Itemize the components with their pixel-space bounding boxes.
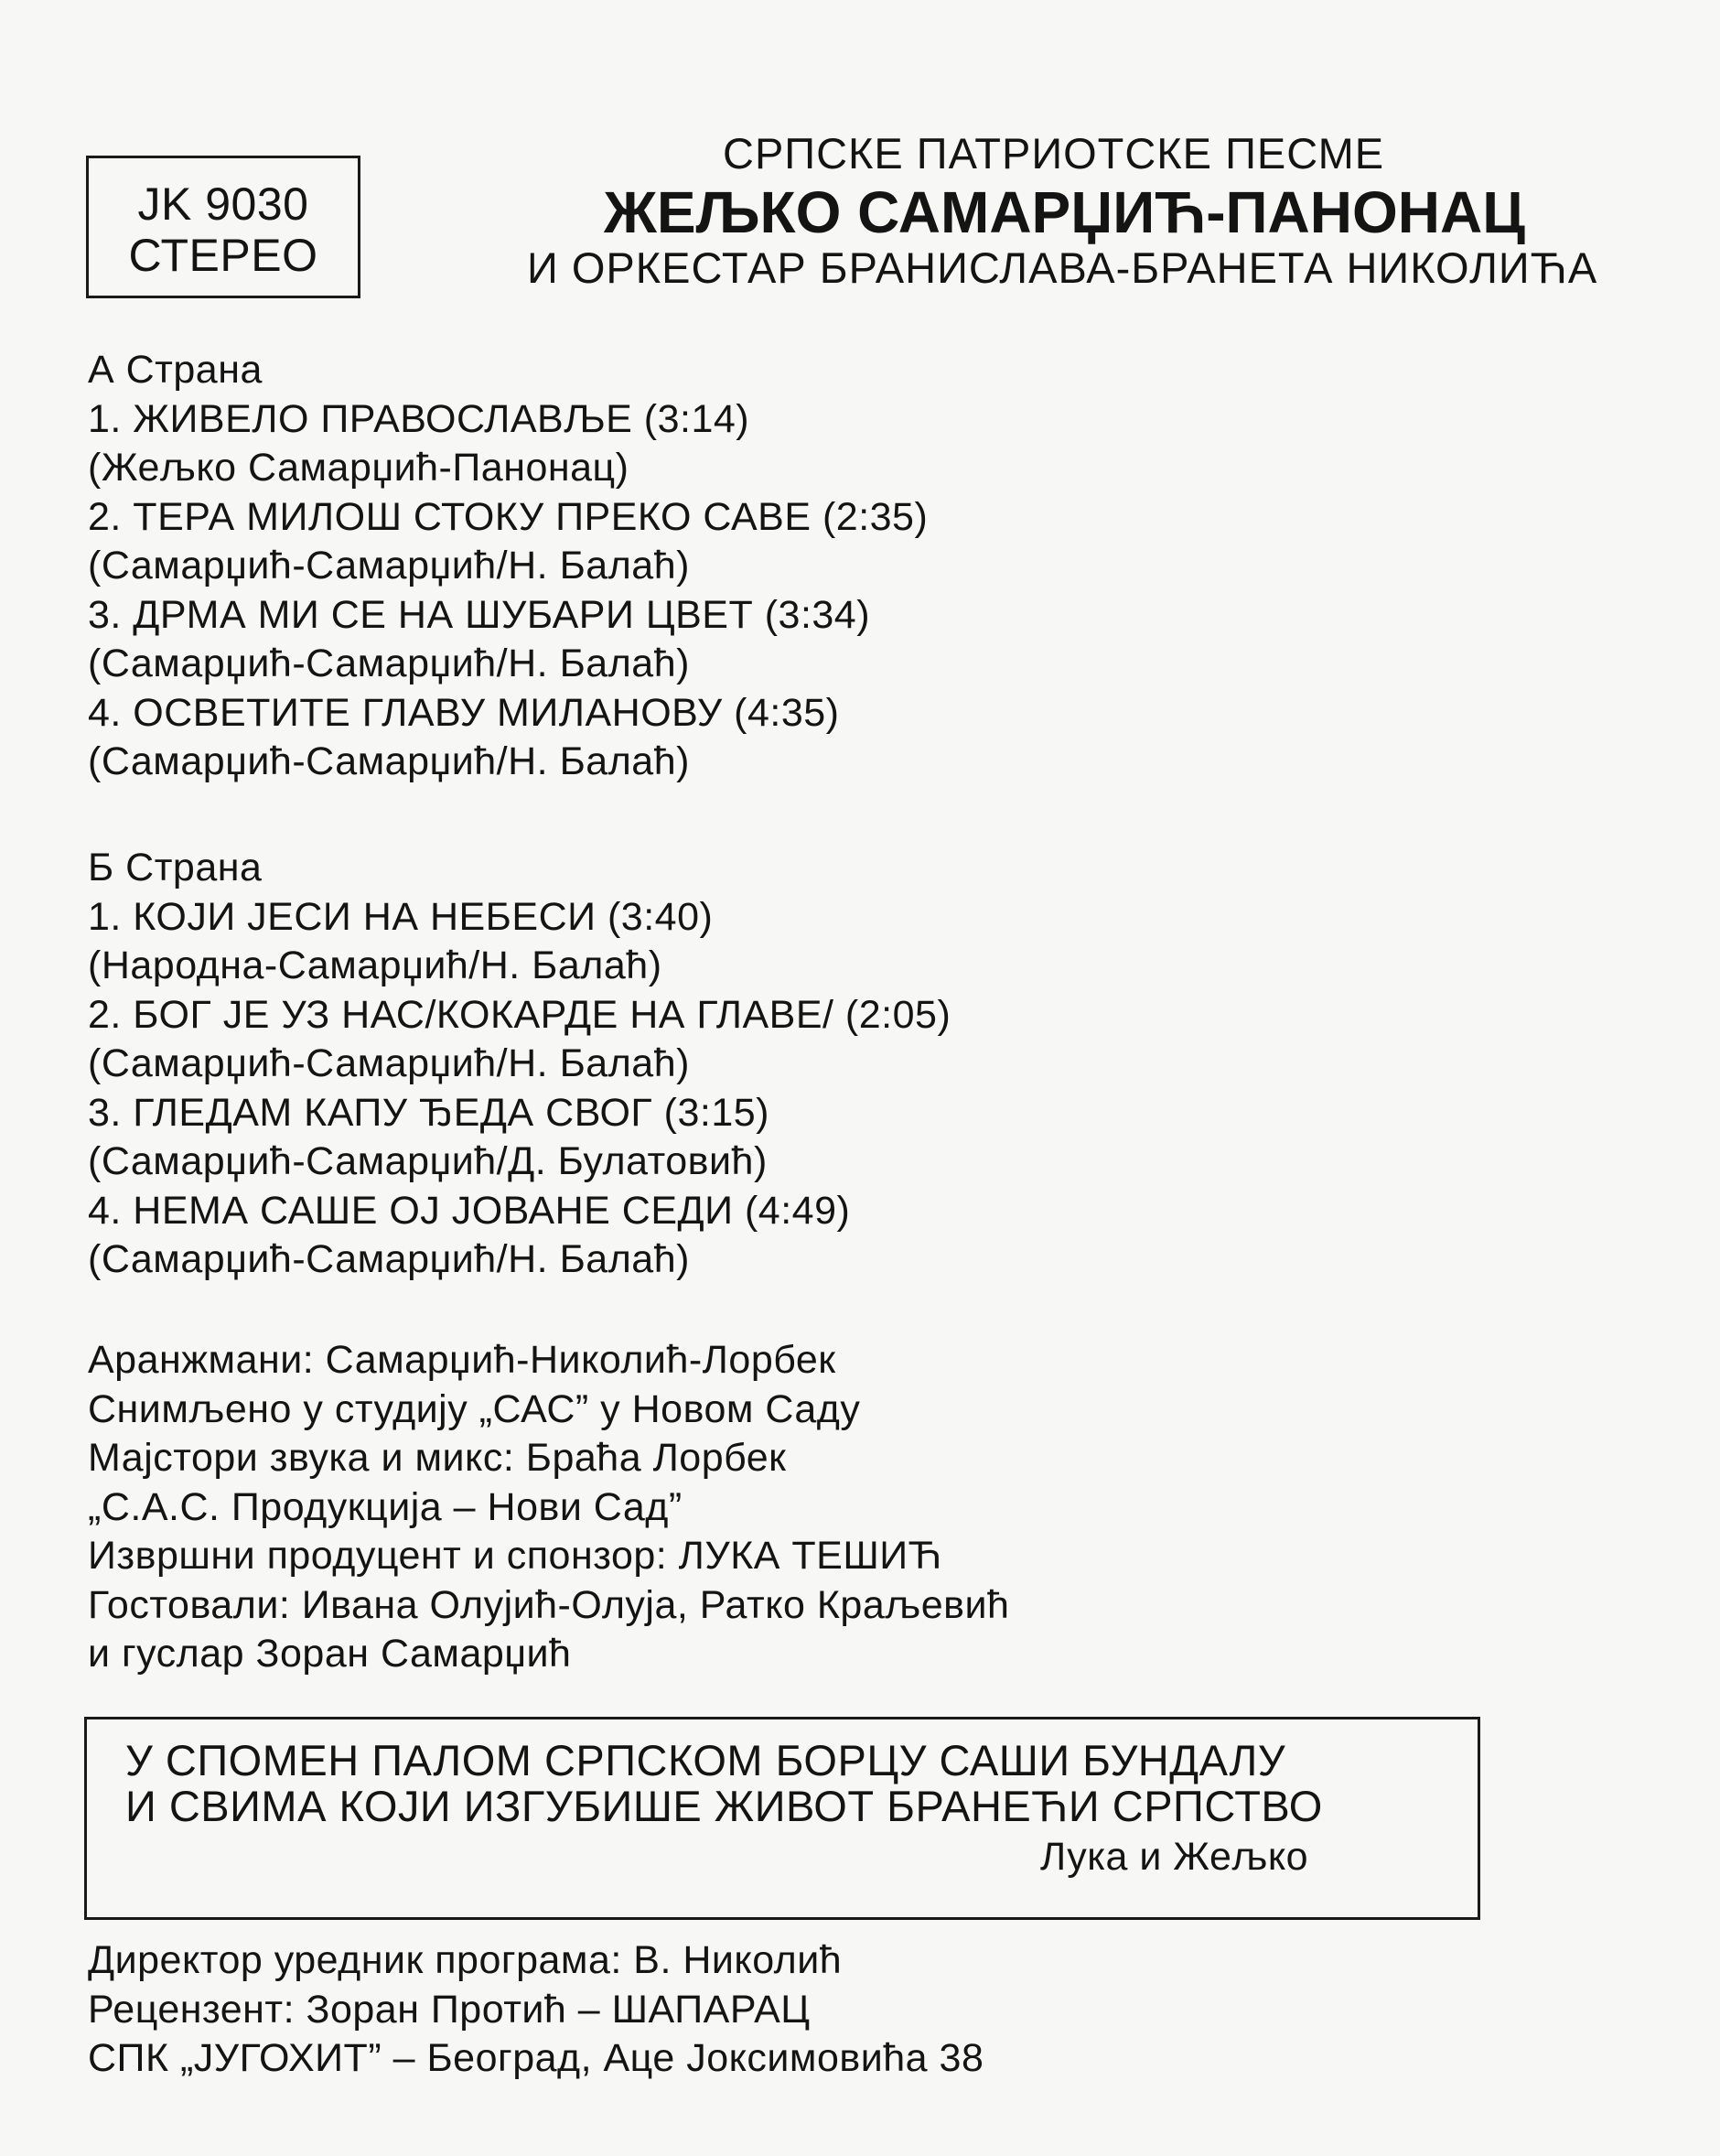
track-title: 2. ТЕРА МИЛОШ СТОКУ ПРЕКО САВЕ (2:35) bbox=[88, 494, 929, 539]
credit-line: Гостовали: Ивана Олујић-Олуја, Ратко Краљевић bbox=[88, 1582, 1010, 1627]
footer-line: Директор уредник програма: В. Николић bbox=[88, 1938, 843, 1982]
orchestra-name: И ОРКЕСТАР БРАНИСЛАВА-БРАНЕТА НИКОЛИЋА bbox=[527, 243, 1598, 292]
album-subtitle: СРПСКЕ ПАТРИОТСКЕ ПЕСМЕ bbox=[723, 129, 1385, 178]
side-a-tracklist bbox=[88, 346, 928, 787]
credit-line: „С.А.С. Продукција – Нови Сад” bbox=[88, 1484, 683, 1529]
dedication-line: У СПОМЕН ПАЛОМ СРПСКОМ БОРЦУ САШИ БУНДАЛУ bbox=[125, 1736, 1286, 1784]
track-title: 2. БОГ ЈЕ УЗ НАС/КОКАРДЕ НА ГЛАВЕ/ (2:05) bbox=[88, 992, 951, 1037]
track-title: 4. ОСВЕТИТЕ ГЛАВУ МИЛАНОВУ (4:35) bbox=[88, 690, 840, 735]
dedication-box bbox=[84, 1717, 1480, 1920]
credit-line: и гуслар Зоран Самарџић bbox=[88, 1632, 572, 1676]
production-credits bbox=[88, 1336, 1009, 1679]
artist-name: ЖЕЉКО САМАРЏИЋ-ПАНОНАЦ bbox=[604, 179, 1525, 245]
side-b-tracklist bbox=[88, 844, 951, 1285]
footer-line: СПК „ЈУГОХИТ” – Београд, Аце Јоксимовића 38 bbox=[88, 2036, 984, 2080]
side-b-heading: Б Страна bbox=[88, 846, 263, 889]
track-title: 3. ДРМА МИ СЕ НА ШУБАРИ ЦВЕТ (3:34) bbox=[88, 592, 871, 637]
dedication-line: И СВИМА КОЈИ ИЗГУБИШЕ ЖИВОТ БРАНЕЋИ СРПСТВО bbox=[125, 1782, 1323, 1830]
track-credits: (Самарџић-Самарџић/Н. Балаћ) bbox=[88, 641, 690, 685]
side-a-heading: А Страна bbox=[88, 348, 263, 392]
track-credits: (Самарџић-Самарџић/Н. Балаћ) bbox=[88, 739, 690, 783]
track-credits: (Самарџић-Самарџић/Н. Балаћ) bbox=[88, 1041, 690, 1085]
track-title: 4. НЕМА САШЕ ОЈ ЈОВАНЕ СЕДИ (4:49) bbox=[88, 1188, 851, 1233]
credit-line: Мајстори звука и микс: Браћа Лорбек bbox=[88, 1436, 787, 1480]
catalog-format: СТЕРЕО bbox=[128, 230, 318, 281]
track-credits: (Самарџић-Самарџић/Н. Балаћ) bbox=[88, 544, 690, 588]
track-title: 3. ГЛЕДАМ КАПУ ЂЕДА СВОГ (3:15) bbox=[88, 1090, 769, 1135]
publisher-info bbox=[88, 1936, 984, 2084]
track-credits: (Самарџић-Самарџић/Н. Балаћ) bbox=[88, 1237, 690, 1281]
credit-line: Извршни продуцент и спонзор: ЛУКА ТЕШИЋ bbox=[88, 1534, 942, 1578]
track-credits: (Народна-Самарџић/Н. Балаћ) bbox=[88, 943, 662, 987]
catalog-number: JK 9030 bbox=[137, 178, 309, 230]
track-title: 1. ЖИВЕЛО ПРАВОСЛАВЉЕ (3:14) bbox=[88, 396, 750, 441]
track-title: 1. КОЈИ ЈЕСИ НА НЕБЕСИ (3:40) bbox=[88, 894, 714, 939]
footer-line: Рецензент: Зоран Протић – ШАПАРАЦ bbox=[88, 1987, 811, 2032]
credit-line: Аранжмани: Самарџић-Николић-Лорбек bbox=[88, 1338, 836, 1382]
credit-line: Снимљено у студију „САС” у Новом Саду bbox=[88, 1386, 861, 1431]
dedication-signature: Лука и Жељко bbox=[1040, 1835, 1309, 1879]
track-credits: (Самарџић-Самарџић/Д. Булатовић) bbox=[88, 1139, 768, 1183]
track-credits: (Жељко Самарџић-Панонац) bbox=[88, 446, 629, 490]
catalog-box bbox=[86, 156, 360, 298]
